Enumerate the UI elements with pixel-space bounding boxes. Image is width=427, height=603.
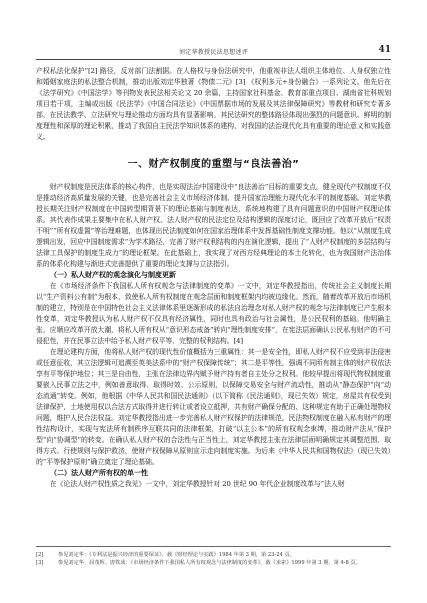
page-number: 41	[378, 45, 391, 55]
page-header	[36, 47, 391, 60]
footnote	[36, 559, 391, 567]
footnote-mark: [3]	[36, 560, 44, 566]
subsection-2-paragraph-1: 在《论法人财产权性质之我见》一文中，刘定华教授针对 20 世纪 90 年代企业制度改革与“法人财	[49, 480, 345, 488]
subsection-heading-1: （一）私人财产权的观念演化与制度更新	[50, 271, 176, 279]
body-text	[36, 66, 391, 490]
footnote-text: 参见刘定华：《专利法是振兴经济的重要保证》，载《财经理论与实践》1984 年第 3 期，第 23-24 页。	[58, 552, 295, 558]
running-head: 刘定华教授民法思想述评	[178, 49, 249, 56]
section-heading: 一、财产权制度的重塑与“良法善治”	[127, 159, 300, 170]
section-lead-paragraph: 财产权制度是民法体系的核心构件，也是实现法治中国建设中“良法善治”目标的重要支点。健全现代产权制度不仅是推动经济高质量发展的关键，也是完善社会主义市场经济体制、提升国家治理能力现代化水平的制度基础。刘定华教授长期关注财产权制度在中国转型期背景下的理论基础与制度表达，系统地构建了具有问题意识的中国财产权理论体系。其代表作成果主要集中在私人财产权、法人财产权的民法定位及结构逻辑的深度讨论，既回应了改革开放后“权责不明”“所有权虚置”等治理难题，也体现出民法制度如何在国家治理体系中发挥基础性制度支撑功能。他以“从制度生成逻辑出发，回应中国制度需求”为学术路径，完善了财产权利结构的内在演化逻辑，提出了“人财产权制度的多层结构与法律工具保护的制度生成力”的理论框架。在此基础上，我实现了对西方经典理论的本土化转化，也为我国财产法治体系的体系化构建与渐进式完善提供了重要的理论支撑与立法指引。	[36, 183, 391, 268]
subsection-1-paragraph-2: 在理论建构方面，他将私人财产权的现代性价值概括为三重属性：其一是安全性，即私人财产权不应受到非法侵害或任意征收，其立法逻辑可追溯至英美法系中的“财产权保障传统”；其二是平等性，强调不同所有制主体的财产权依法享有平等保护地位；其三是自由性，主张在法律边界内赋予财产持有者自主处分之权利。他较早提出将现代物权制度重要嵌入民事立法之中，例如善意取得、取得时效、公示原则，以保障交易安全与财产流动性，推动从“静态保护”向“动态流通”转变。例如，他根据《中华人民共和国民法通则》（以下简称《民法通则》，现已失效）规定，房屋共有权受到法律保护，土地使用权以合法方式取得并进行转让或者设立抵押，共有财产确保分配的、这种规定有助于正确处理物权问题，维护人民合法权益。刘定华教授指出进一步完善私人财产权保护的法律规范，民法物权制度在融入私有财产的理性结构设计，实现与宪法所有制秩序互联共同的法律框架，打破“以主公本”的所有权观念束缚，推动财产法从“保护型”向“协调型”的转变。在确认私人财产权的合法性与正当性上，刘定华教授主张在法律层面明确规定其调整范围、取得方式、行使规则与保护救济，使财产权保障从原则宣示走向制度实施。为后来《中华人民共和国物权法》（现已失效）的“平等保护原则”确立奠定了理论基础。	[36, 348, 391, 466]
footnotes	[36, 546, 391, 567]
footnote-text: 参见刘定华、屈茂辉、唐铁成：《市场经济条件下我国私人所有权观念与法律制度的变革》，载《求索》1999 年第 3 期，第 4-8 页。	[58, 560, 361, 566]
footnote-mark: [2]	[36, 552, 44, 558]
subsection-1-paragraph-1: 在《市场经济条件下我国私人所有权观念与法律制度的变革》一文中，刘定华教授指出，传统社会主义制度长期以“生产资料公有制”为根本，致使私人所有权制度在观念层面和制度框架内均被边缘化。然而，随着改革开放后市场机制的建立，特别是在中国特色社会主义法律体系里逐渐形成的私法自治理念对私人财产权的观念与法律制度已产生根本性变革，刘定华教授认为私人财产权不仅具有经济属性，同时也具有政治与社会属性，是公民权利的基础。他明确主张，应顺应改革开放大潮，将私人所有权从“意识形态戒备”转向“理性制度安排”，在宪法层面确认公民私有财产的不可侵犯性，并在民事立法中给予私人财产权平等、完整的权利结构。[4]	[36, 282, 391, 345]
intro-paragraph: 产权私法化保护”[2] 路径，反对部门法割据。在人格权与身份法研究中，他重视非法人组织主体地位、人身权独立性和婚姻家庭法的私法整合机制，推动出版刘定华独著《物债二元》[3] 《权利多元+身份融合》一系列论文。他先后在《法学研究》《中国法学》等刊物发表民法相关论文 20 余篇，主持国家社科基金、教育部重点项目、湖南省社科规划项目若干项，主编或出版《民法学》《中国合同法论》《中国票据市场的发展及其法律保障研究》等教材和研究专著多部，在民法教学、立法研究与理论推动方面均具有显著影响。其民法研究的整体路径体现出强烈的问题意识、鲜明的制度理性和深厚的理论积累，推动了我国自主民法学知识体系的建构，对我国的法治现代化具有重要的理论意义和实践意义。	[36, 67, 391, 141]
subsection-heading-2: （二）法人财产所有权的单一性	[50, 469, 148, 477]
footnote	[36, 551, 391, 559]
